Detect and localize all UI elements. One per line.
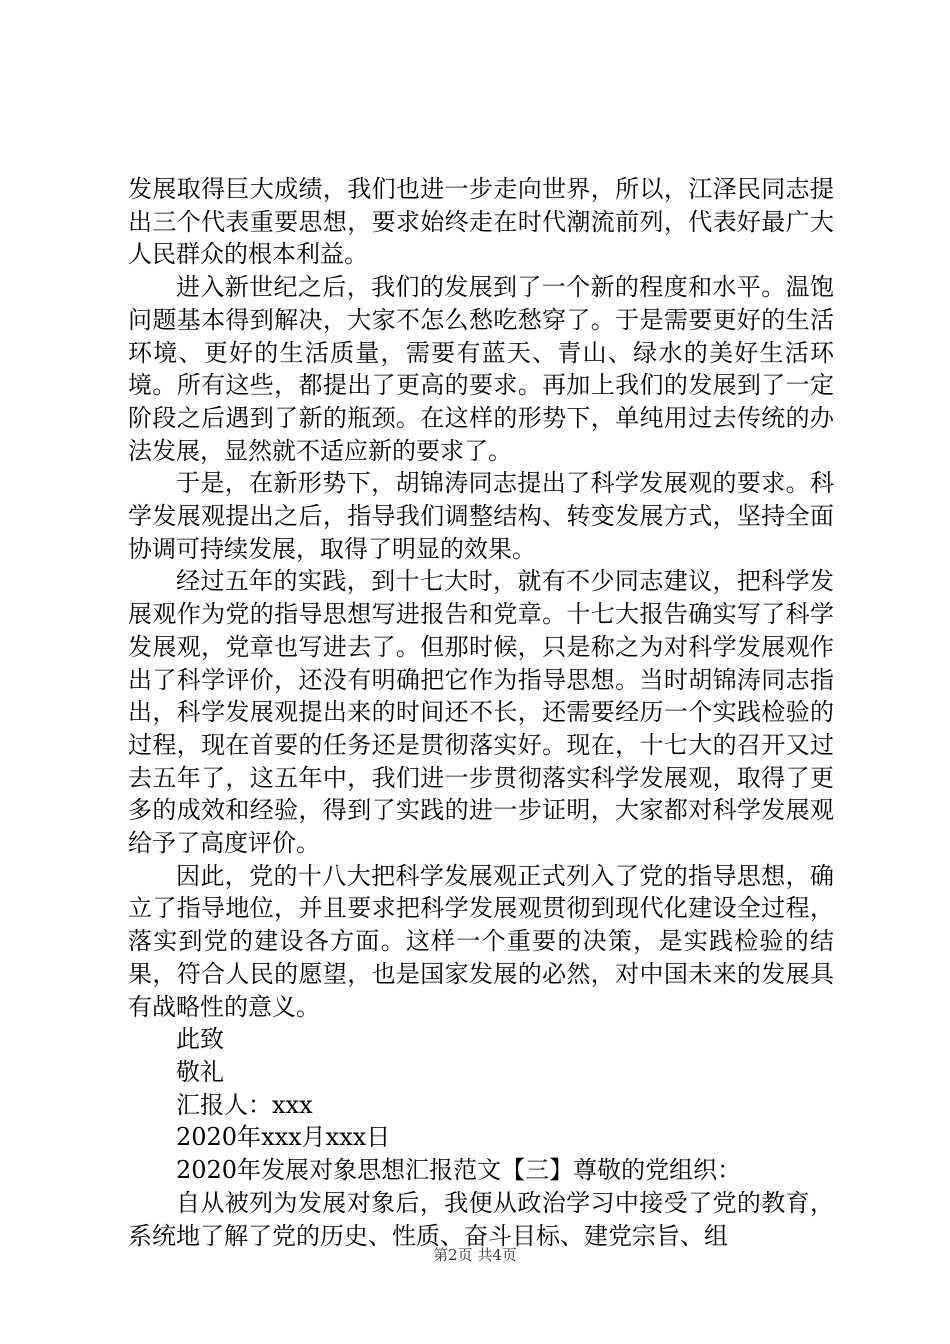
reporter-line: 汇报人：xxx: [176, 1090, 313, 1119]
paragraph-section-three: 自从被列为发展对象后，我便从政治学习中接受了党的教育，系统地了解了党的历史、性质、奋斗目标、建党宗旨、组: [128, 1188, 834, 1250]
paragraph-scientific-outlook: 于是，在新形势下，胡锦涛同志提出了科学发展观的要求。科学发展观提出之后，指导我们调整结构、转变发展方式，坚持全面协调可持续发展，取得了明显的效果。: [128, 469, 834, 563]
closing-salutation: 此致: [176, 1025, 224, 1054]
date-line: 2020年xxx月xxx日: [176, 1123, 391, 1152]
paragraph-eighteenth-congress: 因此，党的十八大把科学发展观正式列入了党的指导思想，确立了指导地位，并且要求把科学发展观贯彻到现代化建设全过程，落实到党的建设各方面。这样一个重要的决策，是实践检验的结果，符合人民的愿望，也是国家发展的必然，对中国未来的发展具有战略性的意义。: [128, 861, 834, 1021]
page-number: 第2页 共4页: [433, 1246, 517, 1264]
paragraph-seventeenth-congress: 经过五年的实践，到十七大时，就有不少同志建议，把科学发展观作为党的指导思想写进报告和党章。十七大报告确实写了科学发展观，党章也写进去了。但那时候，只是称之为对科学发展观作出了科学评价，还没有明确把它作为指导思想。当时胡锦涛同志指出，科学发展观提出来的时间还不长，还需要经历一个实践检验的过程，现在首要的任务还是贯彻落实好。现在，十七大的召开又过去五年了，这五年中，我们进一步贯彻落实科学发展观，取得了更多的成效和经验，得到了实践的进一步证明，大家都对科学发展观给予了高度评价。: [128, 567, 834, 858]
section-heading: 2020年发展对象思想汇报范文【三】尊敬的党组织：: [176, 1156, 742, 1185]
paragraph-new-century: 进入新世纪之后，我们的发展到了一个新的程度和水平。温饱问题基本得到解决，大家不怎么愁吃愁穿了。于是需要更好的生活环境、更好的生活质量，需要有蓝天、青山、绿水的美好生活环境。所有这些，都提出了更高的要求。再加上我们的发展到了一定阶段之后遇到了新的瓶颈。在这样的形势下，单纯用过去传统的办法发展，显然就不适应新的要求了。: [128, 273, 834, 465]
page-footer: [0, 1245, 950, 1265]
closing-regards: 敬礼: [176, 1057, 224, 1086]
document-body: [128, 173, 834, 1252]
paragraph-continuation: 发展取得巨大成绩，我们也进一步走向世界，所以，江泽民同志提出三个代表重要思想，要求始终走在时代潮流前列，代表好最广大人民群众的根本利益。: [128, 175, 834, 269]
